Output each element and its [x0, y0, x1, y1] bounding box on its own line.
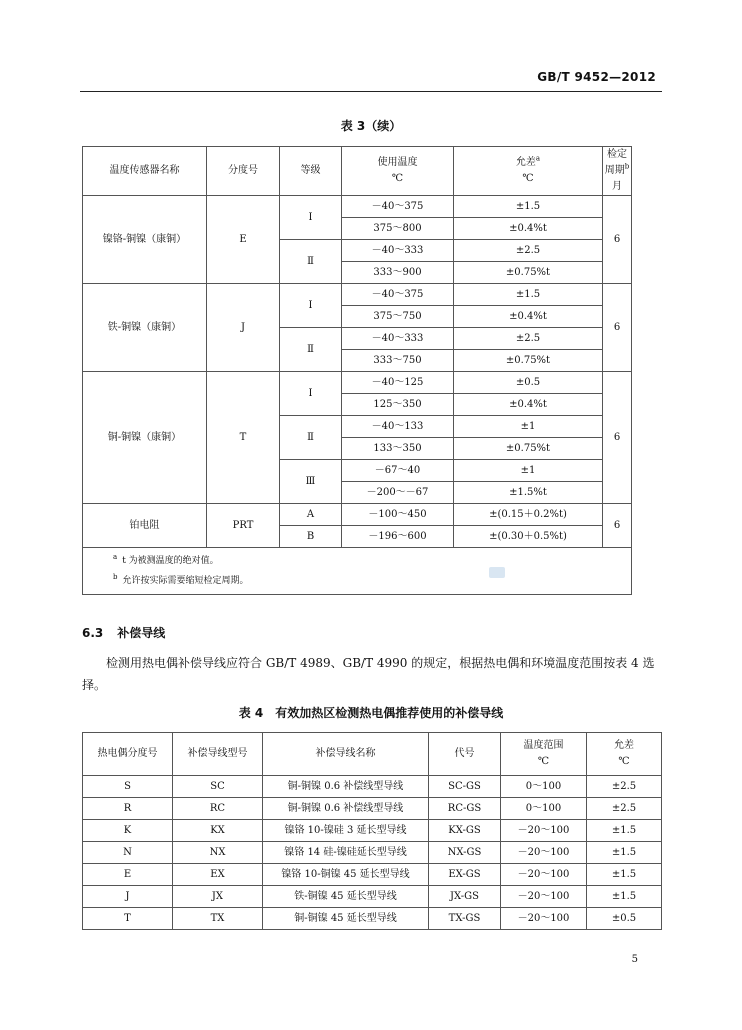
- header-grade-no: 分度号: [207, 147, 280, 196]
- tolerance-cell: ±(0.15＋0.2%t): [454, 504, 603, 526]
- use-temp-cell: －40～333: [342, 240, 454, 262]
- sensor-name-cell: 铜-铜镍（康铜）: [83, 372, 207, 504]
- grade-no-cell: J: [207, 284, 280, 372]
- level-cell: Ⅱ: [280, 240, 342, 284]
- use-temp-cell: －40～125: [342, 372, 454, 394]
- table-row: [83, 886, 662, 908]
- code-cell: RC-GS: [429, 798, 501, 820]
- footnote-text: t 为被测温度的绝对值。: [122, 556, 219, 566]
- tc-grade-cell: K: [83, 820, 173, 842]
- wire-name-cell: 镍铬 10-铜镍 45 延长型导线: [263, 864, 429, 886]
- period-cell: 6: [603, 196, 632, 284]
- grade-no-cell: T: [207, 372, 280, 504]
- tolerance-cell: ±2.5: [587, 776, 662, 798]
- header-rule: [80, 91, 662, 92]
- level-cell: B: [280, 526, 342, 548]
- tolerance-cell: ±1.5%t: [454, 482, 603, 504]
- use-temp-cell: －40～133: [342, 416, 454, 438]
- tolerance-cell: ±2.5: [454, 240, 603, 262]
- tc-grade-cell: S: [83, 776, 173, 798]
- table-row: [83, 798, 662, 820]
- temp-range-cell: －20～100: [501, 864, 587, 886]
- tolerance-cell: ±2.5: [454, 328, 603, 350]
- tc-grade-cell: E: [83, 864, 173, 886]
- footnote-text: 允许按实际需要缩短检定周期。: [122, 576, 249, 586]
- tc-grade-cell: R: [83, 798, 173, 820]
- header-tolerance-unit: ℃: [522, 173, 534, 184]
- level-cell: Ⅱ: [280, 416, 342, 460]
- tolerance-cell: ±1.5: [587, 886, 662, 908]
- tolerance-cell: ±0.4%t: [454, 218, 603, 240]
- code-cell: NX-GS: [429, 842, 501, 864]
- tolerance-cell: ±1.5: [587, 820, 662, 842]
- table-row: [83, 196, 632, 218]
- use-temp-cell: 375～750: [342, 306, 454, 328]
- temp-range-cell: 0～100: [501, 776, 587, 798]
- table3-caption: 表 3（续）: [340, 119, 402, 133]
- tolerance-cell: ±1.5: [454, 284, 603, 306]
- wire-model-cell: TX: [173, 908, 263, 930]
- tolerance-cell: ±1: [454, 416, 603, 438]
- use-temp-cell: －100～450: [342, 504, 454, 526]
- use-temp-cell: 375～800: [342, 218, 454, 240]
- tolerance-cell: ±1.5: [454, 196, 603, 218]
- page-number: 5: [631, 954, 638, 965]
- header-period-label: 检定周期: [604, 149, 627, 176]
- level-cell: Ⅰ: [280, 196, 342, 240]
- tc-grade-cell: N: [83, 842, 173, 864]
- wire-name-cell: 铜-铜镍 45 延长型导线: [263, 908, 429, 930]
- tolerance-cell: ±0.4%t: [454, 306, 603, 328]
- header-tc-grade: 热电偶分度号: [83, 733, 173, 776]
- header-use-temp-unit: ℃: [391, 173, 404, 184]
- tolerance-cell: ±0.75%t: [454, 350, 603, 372]
- period-cell: 6: [603, 504, 632, 548]
- temp-range-cell: －20～100: [501, 886, 587, 908]
- section-title: 补偿导线: [117, 626, 166, 640]
- table-row: [83, 864, 662, 886]
- temp-range-cell: 0～100: [501, 798, 587, 820]
- level-cell: Ⅰ: [280, 284, 342, 328]
- sensor-name-cell: 铂电阻: [83, 504, 207, 548]
- temp-range-cell: －20～100: [501, 842, 587, 864]
- table-row: [83, 776, 662, 798]
- tolerance-cell: ±0.75%t: [454, 438, 603, 460]
- header-level: 等级: [280, 147, 342, 196]
- use-temp-cell: －196～600: [342, 526, 454, 548]
- code-cell: TX-GS: [429, 908, 501, 930]
- table-row: [83, 284, 632, 306]
- code-cell: KX-GS: [429, 820, 501, 842]
- table4-caption: 表 4 有效加热区检测热电偶推荐使用的补偿导线: [238, 706, 504, 720]
- compensation-wire-table: [82, 732, 662, 930]
- header-period-unit: 月: [612, 181, 622, 192]
- grade-no-cell: E: [207, 196, 280, 284]
- code-cell: SC-GS: [429, 776, 501, 798]
- table-row: [83, 908, 662, 930]
- wire-model-cell: RC: [173, 798, 263, 820]
- standard-code: GB/T 9452—2012: [537, 70, 656, 84]
- level-cell: Ⅱ: [280, 328, 342, 372]
- period-cell: 6: [603, 284, 632, 372]
- notes-row: [83, 548, 632, 595]
- use-temp-cell: －200～－67: [342, 482, 454, 504]
- header-code: 代号: [429, 733, 501, 776]
- wire-model-cell: NX: [173, 842, 263, 864]
- wire-name-cell: 铁-铜镍 45 延长型导线: [263, 886, 429, 908]
- wire-model-cell: KX: [173, 820, 263, 842]
- footnote-mark: a: [113, 553, 118, 561]
- footnote: [113, 571, 631, 591]
- use-temp-cell: －40～333: [342, 328, 454, 350]
- header-tolerance-label: 允差: [515, 157, 536, 168]
- sensor-name-cell: 铁-铜镍（康铜）: [83, 284, 207, 372]
- tolerance-cell: ±1: [454, 460, 603, 482]
- body-paragraph: 检测用热电偶补偿导线应符合 GB/T 4989、GB/T 4990 的规定，根据热电偶和环境温度范围按表 4 选择。: [82, 656, 655, 692]
- table-row: [83, 504, 632, 526]
- table4-header-row: [83, 733, 662, 776]
- footnote: [113, 551, 631, 571]
- use-temp-cell: 333～750: [342, 350, 454, 372]
- notes-cell: [83, 548, 632, 595]
- wire-model-cell: JX: [173, 886, 263, 908]
- code-cell: EX-GS: [429, 864, 501, 886]
- wire-name-cell: 铜-铜镍 0.6 补偿线型导线: [263, 776, 429, 798]
- period-cell: 6: [603, 372, 632, 504]
- wire-name-cell: 铜-铜镍 0.6 补偿线型导线: [263, 798, 429, 820]
- tc-grade-cell: J: [83, 886, 173, 908]
- code-cell: JX-GS: [429, 886, 501, 908]
- section-number: 6.3: [82, 626, 104, 640]
- table-row: [83, 842, 662, 864]
- tolerance-cell: ±1.5: [587, 842, 662, 864]
- header-temp-range-label: 温度范围: [523, 740, 564, 751]
- tolerance-cell: ±0.5: [587, 908, 662, 930]
- footnote-mark: b: [113, 573, 118, 581]
- sensor-name-cell: 镍铬-铜镍（康铜）: [83, 196, 207, 284]
- watermark-stamp: [489, 567, 505, 578]
- header-wire-model: 补偿导线型号: [173, 733, 263, 776]
- header-tolerance: [454, 147, 603, 196]
- header-wire-name: 补偿导线名称: [263, 733, 429, 776]
- use-temp-cell: 333～900: [342, 262, 454, 284]
- wire-name-cell: 镍铬 10-镍硅 3 延长型导线: [263, 820, 429, 842]
- tolerance-cell: ±1.5: [587, 864, 662, 886]
- header-sensor-name: 温度传感器名称: [83, 147, 207, 196]
- header-tolerance-label: 允差: [614, 740, 634, 751]
- table-row: [83, 820, 662, 842]
- wire-name-cell: 镍铬 14 硅-镍硅延长型导线: [263, 842, 429, 864]
- table3-header-row: [83, 147, 632, 196]
- tolerance-cell: ±0.4%t: [454, 394, 603, 416]
- header-tolerance-unit: ℃: [618, 756, 630, 767]
- level-cell: Ⅲ: [280, 460, 342, 504]
- tolerance-cell: ±0.75%t: [454, 262, 603, 284]
- tolerance-cell: ±0.5: [454, 372, 603, 394]
- level-cell: Ⅰ: [280, 372, 342, 416]
- header-use-temp-label: 使用温度: [377, 157, 418, 168]
- header-tolerance: [587, 733, 662, 776]
- temp-range-cell: －20～100: [501, 908, 587, 930]
- tolerance-cell: ±(0.30＋0.5%t): [454, 526, 603, 548]
- header-period: [603, 147, 632, 196]
- header-temp-range-unit: ℃: [537, 756, 550, 767]
- use-temp-cell: －40～375: [342, 284, 454, 306]
- section-heading: [82, 624, 165, 641]
- footnote-mark-a: a: [535, 154, 541, 163]
- use-temp-cell: 125～350: [342, 394, 454, 416]
- tc-grade-cell: T: [83, 908, 173, 930]
- tolerance-cell: ±2.5: [587, 798, 662, 820]
- grade-no-cell: PRT: [207, 504, 280, 548]
- level-cell: A: [280, 504, 342, 526]
- wire-model-cell: EX: [173, 864, 263, 886]
- temp-range-cell: －20～100: [501, 820, 587, 842]
- use-temp-cell: －67～40: [342, 460, 454, 482]
- use-temp-cell: －40～375: [342, 196, 454, 218]
- footnote-mark-b: b: [624, 162, 630, 171]
- tolerance-table: [82, 146, 632, 595]
- use-temp-cell: 133～350: [342, 438, 454, 460]
- table-row: [83, 372, 632, 394]
- wire-model-cell: SC: [173, 776, 263, 798]
- header-use-temp: [342, 147, 454, 196]
- header-temp-range: [501, 733, 587, 776]
